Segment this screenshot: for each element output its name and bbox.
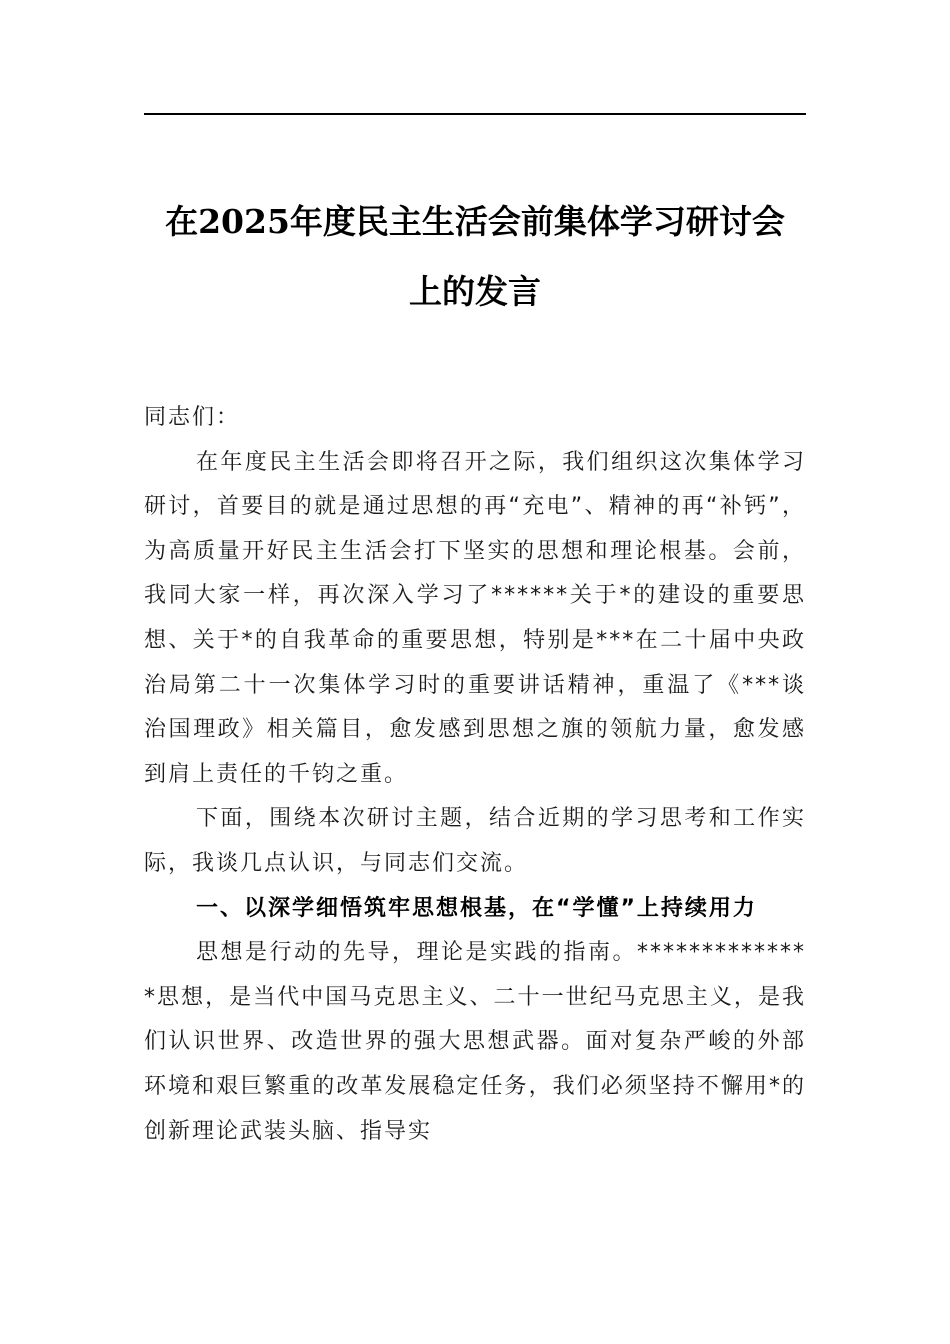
section-heading-1: 一、以深学细悟筑牢思想根基，在“学懂”上持续用力 (196, 895, 757, 921)
header-rule (144, 113, 806, 115)
paragraph-intro: 在年度民主生活会即将召开之际，我们组织这次集体学习研讨，首要目的就是通过思想的再“充电”、精神的再“补钙”，为高质量开好民主生活会打下坚实的思想和理论根基。会前，我同大家一样，再次深入学习了******关于*的建设的重要思想、关于*的自我革命的重要思想，特别是***在二十届中央政治局第二十一次集体学习时的重要讲话精神，重温了《***谈治国理政》相关篇目，愈发感到思想之旗的领航力量，愈发感到肩上责任的千钧之重。 (144, 449, 806, 787)
document-body (144, 396, 806, 1154)
salutation: 同志们： (144, 405, 241, 430)
document-title (144, 187, 806, 327)
title-line-1: 在2025年度民主生活会前集体学习研讨会 (165, 202, 785, 241)
paragraph-section-1: 思想是行动的先导，理论是实践的指南。**************思想，是当代中国马克思主义、二十一世纪马克思主义，是我们认识世界、改造世界的强大思想武器。面对复杂严峻的外部环境和艰巨繁重的改革发展稳定任务，我们必须坚持不懈用*的创新理论武装头脑、指导实 (144, 940, 806, 1144)
title-line-2: 上的发言 (409, 272, 541, 311)
paragraph-transition: 下面，围绕本次研讨主题，结合近期的学习思考和工作实际，我谈几点认识，与同志们交流。 (144, 806, 806, 876)
